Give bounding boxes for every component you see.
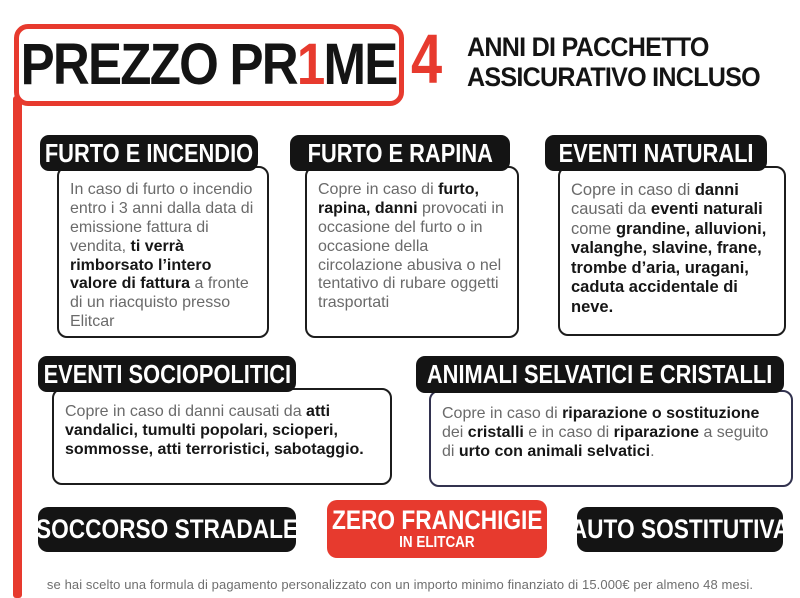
badge-label-line1: ZERO FRANCHIGIE	[331, 504, 543, 535]
card-title: ANIMALI SELVATICI E CRISTALLI	[427, 359, 773, 389]
card-title: EVENTI SOCIOPOLITICI	[43, 358, 291, 389]
red-vertical-stripe	[13, 96, 22, 598]
card-header-furto-incendio	[40, 135, 258, 171]
card-header-animali-cristalli	[416, 356, 784, 393]
card-title: FURTO E RAPINA	[307, 137, 493, 168]
years-subtitle-line2: ASSICURATIVO INCLUSO	[467, 61, 760, 92]
badge-auto-sostitutiva	[570, 507, 790, 552]
page-title: PREZZO PR1ME	[21, 32, 397, 97]
card-header-eventi-sociopolitici	[38, 356, 296, 392]
card-title: EVENTI NATURALI	[558, 137, 754, 168]
badge-label: SOCCORSO STRADALE	[35, 514, 299, 545]
badge-label-line2: IN ELITCAR	[399, 533, 475, 551]
card-header-eventi-naturali	[545, 135, 767, 171]
card-title: FURTO E INCENDIO	[44, 137, 254, 168]
title-box	[14, 24, 404, 106]
badge-zero-franchigie	[327, 500, 547, 558]
card-body-eventi-naturali: Copre in caso di danni causati da eventi naturali come grandine, alluvioni, valanghe, slavine, frane, trombe d’aria, uragani, caduta accidentale di neve.	[558, 166, 786, 336]
badge-soccorso-stradale	[35, 507, 299, 552]
card-body-furto-incendio: In caso di furto o incendio entro i 3 anni dalla data di emissione fattura di vendita, ti verrà rimborsato l’intero valore di fattura a fronte di un riacquisto presso Elitcar	[57, 166, 269, 338]
years-subtitle-line1: ANNI DI PACCHETTO	[467, 32, 709, 62]
card-body-furto-rapina: Copre in caso di furto, rapina, danni provocati in occasione del furto o in occasione della circolazione abusiva o nel tentativo di rubare oggetti trasportati	[305, 166, 519, 338]
card-header-furto-rapina	[290, 135, 510, 171]
years-number: 4	[411, 20, 441, 98]
badge-label: AUTO SOSTITUTIVA	[570, 514, 790, 545]
footnote: se hai scelto una formula di pagamento personalizzato con un importo minimo finanziato di 15.000€ per almeno 48 mesi.	[46, 577, 754, 592]
years-subtitle	[467, 33, 760, 92]
card-body-animali-cristalli: Copre in caso di riparazione o sostituzione dei cristalli e in caso di riparazione a seguito di urto con animali selvatici.	[429, 390, 793, 487]
card-body-eventi-sociopolitici: Copre in caso di danni causati da atti vandalici, tumulti popolari, scioperi, sommosse, atti terroristici, sabotaggio.	[52, 388, 392, 485]
